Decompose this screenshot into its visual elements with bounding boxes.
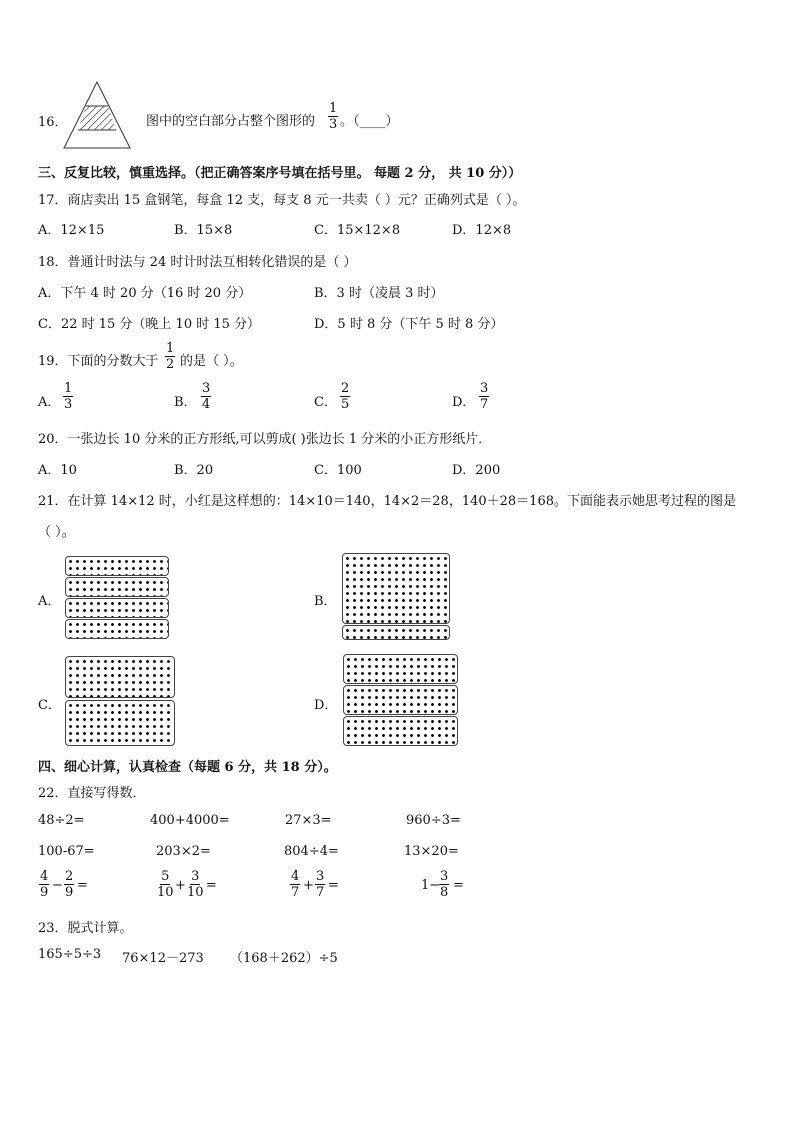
q19-option-d-num: 3	[480, 381, 489, 396]
q19-frac-num: 1	[166, 341, 175, 356]
frac-num: 4	[291, 869, 300, 884]
dot-block	[342, 553, 450, 624]
dot-strip	[65, 556, 169, 576]
q16-frac-num: 1	[329, 101, 338, 116]
q17-option-d[interactable]: D．12×8	[452, 223, 512, 238]
q20-text: 20．一张边长 10 分米的正方形纸,可以剪成( )张边长 1 分米的小正方形纸片．	[38, 432, 492, 447]
operator: +	[175, 878, 186, 893]
q16-text: 图中的空白部分占整个图形的	[146, 114, 316, 129]
q22-expr[interactable]: 48÷2=	[38, 813, 85, 828]
q19-option-b-den: 4	[202, 397, 211, 412]
frac-num: 5	[161, 869, 170, 884]
q18-option-b[interactable]: B．3 时（凌晨 3 时）	[314, 286, 444, 301]
q18-text: 18．普通计时法与 24 时计时法互相转化错误的是（ ）	[38, 255, 357, 270]
q22-expr[interactable]: 13×20=	[404, 844, 459, 859]
dot-block	[343, 716, 458, 746]
q19-option-b-fraction[interactable]	[201, 381, 211, 412]
frac-den: 10	[157, 885, 174, 900]
q22-expr[interactable]: 400+4000=	[150, 813, 230, 828]
q19-option-c-fraction[interactable]	[340, 381, 350, 412]
dot-block	[65, 700, 175, 746]
q23-title: 23．脱式计算。	[38, 921, 133, 936]
q17-option-c[interactable]: C．15×12×8	[314, 223, 401, 238]
q22-title: 22．直接写得数．	[38, 786, 146, 801]
q19-option-a-num: 1	[64, 381, 73, 396]
equals: =	[328, 878, 339, 893]
triangle-figure	[64, 82, 140, 152]
frac-den: 7	[291, 885, 300, 900]
frac-den: 9	[65, 885, 74, 900]
q17-option-a[interactable]: A．12×15	[38, 223, 105, 238]
q16-number: 16．	[38, 115, 68, 130]
q19-option-d-label[interactable]: D．	[452, 395, 476, 410]
q22-expr[interactable]: 203×2=	[156, 844, 211, 859]
q21-line1: 21．在计算 14×12 时，小红是这样想的：14×10＝140，14×2＝28，140＋28＝168。下面能表示她思考过程的图是	[38, 494, 736, 509]
q16-fraction	[328, 101, 338, 132]
q19-option-d-fraction[interactable]	[479, 381, 489, 412]
equals: =	[77, 878, 88, 893]
q21-option-a-label[interactable]: A．	[38, 594, 61, 609]
equals: =	[206, 878, 217, 893]
q21-option-c-label[interactable]: C．	[38, 698, 61, 713]
q21-option-d-label[interactable]: D．	[314, 698, 338, 713]
section4-title: 四、细心计算，认真检查（每题 6 分，共 18 分）。	[38, 760, 337, 775]
q19-option-d-den: 7	[480, 397, 489, 412]
q19-option-b-num: 3	[202, 381, 211, 396]
q19-prefix: 19．下面的分数大于	[38, 354, 159, 369]
frac-num: 2	[65, 869, 74, 884]
dot-strip	[342, 625, 450, 640]
q18-option-d[interactable]: D．5 时 8 分（下午 5 时 8 分）	[314, 317, 504, 332]
dot-strip	[65, 598, 169, 618]
frac-num: 3	[316, 869, 325, 884]
q22-expr[interactable]: 960÷3=	[406, 813, 461, 828]
q19-fraction	[165, 341, 175, 372]
q23-expr[interactable]: 76×12－273	[122, 951, 204, 966]
dot-strip	[65, 619, 169, 639]
q22-expr[interactable]: 27×3=	[285, 813, 332, 828]
q21-option-b-label[interactable]: B．	[314, 594, 337, 609]
q22-expr[interactable]: 804÷4=	[284, 844, 339, 859]
q19-option-c-label[interactable]: C．	[314, 395, 337, 410]
dot-block	[343, 654, 458, 684]
q17-text: 17．商店卖出 15 盒钢笔，每盒 12 支，每支 8 元一共卖（ ）元？正确列式是（ ）。	[38, 193, 526, 208]
frac-num: 4	[40, 869, 49, 884]
q19-frac-den: 2	[166, 357, 175, 372]
dot-block	[65, 656, 175, 698]
q23-expr[interactable]: （168＋262）÷5	[230, 951, 338, 966]
whole-number: 1−	[421, 878, 441, 893]
q19-option-c-num: 2	[341, 381, 350, 396]
operator: −	[52, 878, 63, 893]
q20-option-c[interactable]: C．100	[314, 463, 362, 478]
frac-den: 10	[187, 885, 204, 900]
q19-option-b-label[interactable]: B．	[174, 395, 197, 410]
q23-expr[interactable]: 165÷5÷3	[38, 947, 102, 962]
q19-option-a-fraction[interactable]	[63, 381, 73, 412]
frac-num: 3	[440, 869, 449, 884]
q19-suffix: 的是（ ）。	[180, 354, 243, 369]
dot-strip	[65, 577, 169, 597]
q16-frac-den: 3	[329, 117, 338, 132]
q20-option-d[interactable]: D．200	[452, 463, 501, 478]
q22-expr[interactable]: 100-67=	[38, 844, 95, 859]
section3-title: 三、反复比较，慎重选择。（把正确答案序号填在括号里。 每题 2 分， 共 10 分））	[38, 166, 522, 181]
dot-block	[343, 685, 458, 715]
frac-den: 7	[316, 885, 325, 900]
frac-num: 3	[191, 869, 200, 884]
frac-den: 9	[40, 885, 49, 900]
q21-line2: （ ）。	[38, 525, 75, 540]
q19-option-a-label[interactable]: A．	[38, 395, 61, 410]
q20-option-b[interactable]: B．20	[174, 463, 214, 478]
q18-option-a[interactable]: A．下午 4 时 20 分（16 时 20 分）	[38, 286, 252, 301]
q16-answer-blank[interactable]: 。（____）	[340, 114, 399, 129]
q19-option-c-den: 5	[341, 397, 350, 412]
q19-option-a-den: 3	[64, 397, 73, 412]
frac-den: 8	[440, 885, 449, 900]
q20-option-a[interactable]: A．10	[38, 463, 77, 478]
q18-option-c[interactable]: C．22 时 15 分（晚上 10 时 15 分）	[38, 317, 261, 332]
equals: =	[453, 878, 464, 893]
q17-option-b[interactable]: B．15×8	[174, 223, 233, 238]
operator: +	[303, 878, 314, 893]
